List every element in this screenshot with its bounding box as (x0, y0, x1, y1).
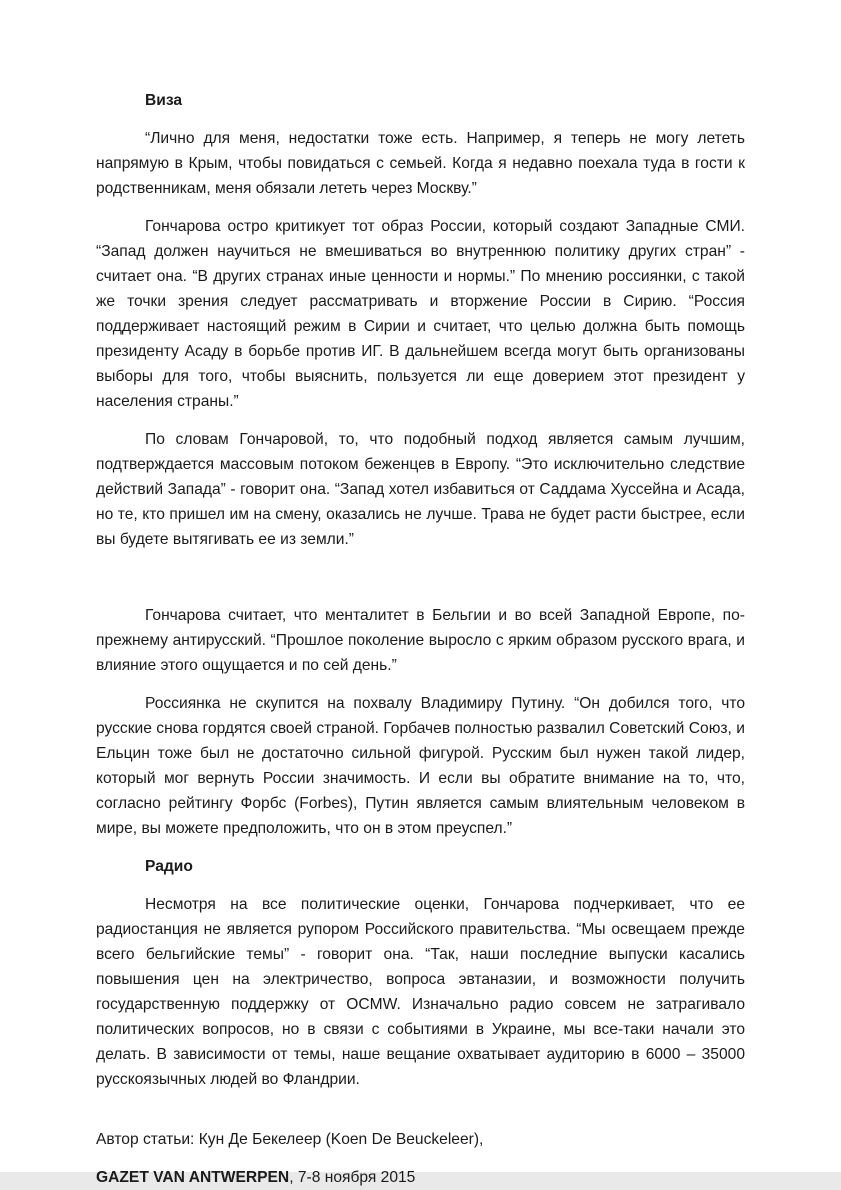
section-heading-radio: Радио (145, 858, 193, 875)
paragraph-western-media: Гончарова остро критикует тот образ России, который создают Западные СМИ. “Запад должен научиться не вмешиваться во внутреннюю политику других стран” - считает она. “В других странах иные ценности и нормы.” По мнению россиянки, с такой же точки зрения следует рассматривать и вторжение России в Сирию. “Россия поддерживает настоящий режим в Сирии и считает, что целью должна быть помощь президенту Асаду в борьбе против ИГ. В дальнейшем всегда могут быть организованы выборы для того, чтобы выяснить, пользуется ли еще доверием этот президент у населения страны.” (96, 218, 745, 410)
paragraph-mentality: Гончарова считает, что менталитет в Бельгии и во всей Западной Европе, по-прежнему антирусский. “Прошлое поколение выросло с ярким образом русского врага, и влияние этого ощущается и по сей день.” (96, 607, 745, 674)
author-line: Автор статьи: Кун Де Бекелеер (Koen De Beuckeleer), (96, 1131, 484, 1148)
paragraph-putin-praise: Россиянка не скупится на похвалу Владимиру Путину. “Он добился того, что русские снова гордятся своей страной. Горбачев полностью развалил Советский Союз, и Ельцин тоже был не достаточно сильной фигурой. Русским был нужен такой лидер, который мог вернуть России значимость. И если вы обратите внимание на то, что, согласно рейтингу Форбс (Forbes), Путин является самым влиятельным человеком в мире, вы можете предположить, что он в этом преуспел.” (96, 695, 745, 837)
source-name: GAZET VAN ANTWERPEN (96, 1169, 290, 1186)
blank-line (96, 1105, 745, 1127)
paragraph-radio: Несмотря на все политические оценки, Гончарова подчеркивает, что ее радиостанция не является рупором Российского правительства. “Мы освещаем прежде всего бельгийские темы” - говорит она. “Так, наши последние выпуски касались повышения цен на электричество, вопроса эвтаназии, и возможности получить государственную поддержку от OCMW. Изначально радио совсем не затрагивало политических вопросов, но в связи с событиями в Украине, мы все-таки начали это делать. В зависимости от темы, наше вещание охватывает аудиторию в 6000 – 35000 русскоязычных людей во Фландрии. (96, 896, 745, 1088)
paragraph-visa-quote: “Лично для меня, недостатки тоже есть. Например, я теперь не могу лететь напрямую в Крым, чтобы повидаться с семьей. Когда я недавно поехала туда в гости к родственникам, меня обязали лететь через Москву.” (96, 130, 745, 197)
blank-line (96, 565, 745, 590)
paragraph-refugees: По словам Гончаровой, то, что подобный подход является самым лучшим, подтверждается массовым потоком беженцев в Европу. “Это исключительно следствие действий Запада” - говорит она. “Запад хотел избавиться от Саддама Хуссейна и Асада, но те, кто пришел им на смену, оказались не лучше. Трава не будет расти быстрее, если вы будете вытягивать ее из земли.” (96, 431, 745, 548)
source-date: , 7-8 ноября 2015 (289, 1169, 416, 1186)
section-heading-visa: Виза (145, 92, 183, 109)
source-line (96, 1165, 745, 1190)
